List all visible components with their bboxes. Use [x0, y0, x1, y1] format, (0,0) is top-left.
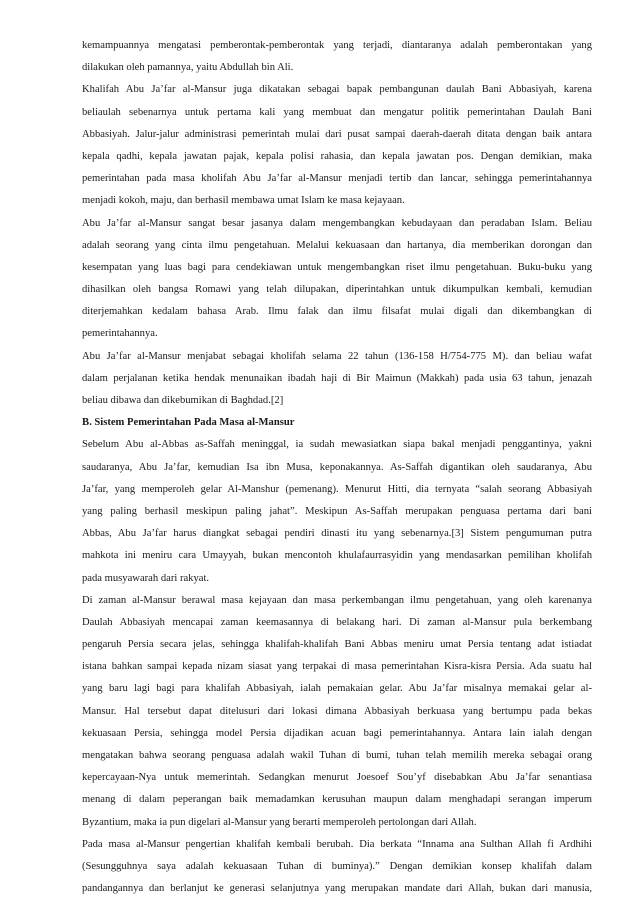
- text-line: Khalifah Abu Ja’far al-Mansur juga dikatakan sebagai bapak pembangunan daulah Bani Abbasiyah, karena: [82, 84, 592, 96]
- text-line: kepercayaan-Nya untuk memerintah. Sedangkan menurut Joesoef Sou’yf disebabkan Abu Ja’far senantiasa: [82, 772, 592, 784]
- text-line: saudaranya, Abu Ja’far, kemudian Isa ibn Musa, keponakannya. As-Saffah digantikan oleh saudaranya, Abu: [82, 461, 592, 473]
- text-line: adalah seorang yang cinta ilmu pengetahuan. Melalui kekuasaan dan hartanya, dia memberikan dorongan dan: [82, 239, 592, 251]
- text-line: dihasilkan oleh bangsa Romawi yang telah dilupakan, diperintahkan untuk dikumpulkan kembali, kemudian: [82, 284, 592, 296]
- text-line: kemampuannya mengatasi pemberontak-pemberontak yang terjadi, diantaranya adalah pemberontakan yang: [82, 40, 592, 51]
- text-line: pandangannya dan berlanjut ke generasi selanjutnya yang merupakan mandate dari Allah, bukan dari manusia,: [82, 883, 592, 895]
- text-line: istana bahkan sampai kepada nizam siasat yang terpakai di masa pemerintahan Kisra-kisra Persia. Ada suatu hal: [82, 661, 592, 673]
- text-line: pada musyawarah dari rakyat.: [82, 572, 210, 584]
- text-line: kekuasaan Persia, sehingga model Persia dijadikan acuan bagi pemerintahannya. Antara lain ialah dengan: [82, 727, 592, 739]
- text-line: Ja’far, yang memperoleh gelar Al-Manshur (pemenang). Menurut Hitti, dia ternyata “salah seorang Abbasiyah: [82, 483, 592, 495]
- text-line: Byzantium, maka ia pun digelari al-Mansur yang berarti memperoleh pertolongan dari Allah.: [82, 816, 477, 828]
- text-line: pemerintahan pada masa kholifah Abu Ja’far al-Mansur menjadi tertib dan lancar, sehingga pemerintahannya: [82, 173, 592, 185]
- text-line: yang baru lagi bagi para khalifah Abbasiyah, ialah pemakaian gelar. Abu Ja’far misalnya memakai gelar al-: [82, 683, 592, 695]
- text-line: Abbasiyah. Jalur-jalur administrasi pemerintah mulai dari pusat sampai daerah-daerah ditata dengan baik antara: [82, 128, 592, 140]
- text-line: mengatakan bahwa seorang penguasa adalah wakil Tuhan di bumi, tuhan telah memilih mereka sebagai orang: [82, 750, 592, 761]
- text-line: Abu Ja’far al-Mansur menjabat sebagai kholifah selama 22 tahun (136-158 H/754-775 M). dan beliau wafat: [82, 350, 592, 362]
- text-line: dalam perjalanan ketika hendak menunaikan ibadah haji di Bir Maimun (Makkah) pada usia 63 tahun, jenazah: [82, 372, 592, 384]
- text-line: kesempatan yang luas bagi para cendekiawan untuk mengembangkan riset ilmu pengetahuan. Buku-buku yang: [82, 261, 592, 273]
- text-line: Di zaman al-Mansur berawal masa kejayaan dan masa perkembangan ilmu pengetahuan, yang oleh karenanya: [82, 594, 592, 606]
- section-heading: B. Sistem Pemerintahan Pada Masa al-Mansur: [82, 417, 295, 429]
- text-line: (Sesungguhnya saya adalah kekuasaan Tuhan di buminya).” Dengan demikian konsep khalifah dalam: [82, 860, 592, 872]
- text-line: beliaulah sebenarnya untuk pertama kali yang membuat dan mengatur politik pemerintahan Daulah Bani: [82, 106, 592, 118]
- text-line: Mansur. Hal tersebut dapat ditelusuri dari lokasi dimana Abbasiyah berkuasa yang bertumpu pada bekas: [82, 705, 592, 717]
- text-line: yang paling berhasil meskipun paling jahat”. Meskipun As-Saffah merupakan penguasa pertama dari bani: [82, 505, 592, 517]
- text-line: dilakukan oleh pamannya, yaitu Abdullah bin Ali.: [82, 62, 294, 74]
- text-line: mahkota ini meniru cara Umayyah, bukan mencontoh khulafaurrasyidin yang mendasarkan pemilihan kholifah: [82, 550, 592, 562]
- text-line: Abbas, Abu Ja’far harus diangkat sebagai pendiri dinasti itu yang sebenarnya.[3] Sistem pengumuman putra: [82, 528, 592, 540]
- text-line: pemerintahannya.: [82, 328, 158, 340]
- text-line: Daulah Abbasiyah mencapai zaman keemasannya di belakang hari. Di zaman al-Mansur pula berkembang: [82, 616, 592, 628]
- document-page: [82, 35, 592, 900]
- text-line: menang di dalam peperangan baik memadamkan kerusuhan maupun dalam menghadapi serangan imperum: [82, 794, 592, 806]
- text-line: menjadi kokoh, maju, dan berhasil membawa umat Islam ke masa kejayaan.: [82, 195, 405, 207]
- text-line: Pada masa al-Mansur pengertian khalifah kembali berubah. Dia berkata “Innama ana Sulthan Allah fi Ardhihi: [82, 838, 592, 850]
- text-line: diterjemahkan kedalam bahasa Arab. Ilmu falak dan ilmu filsafat mulai digali dan dikembangkan di: [82, 306, 592, 318]
- text-line: beliau dibawa dan dikebumikan di Baghdad.[2]: [82, 395, 284, 406]
- text-line: pengaruh Persia secara jelas, sehingga khalifah-khalifah Bani Abbas meniru umat Persia tentang adat istiadat: [82, 639, 592, 651]
- text-line: Abu Ja’far al-Mansur sangat besar jasanya dalam mengembangkan kebudayaan dan peradaban Islam. Beliau: [82, 217, 592, 229]
- text-line: kepala qadhi, kepala jawatan pajak, kepala polisi rahasia, dan kepala jawatan pos. Dengan demikian, maka: [82, 150, 592, 162]
- text-line: Sebelum Abu al-Abbas as-Saffah meninggal, ia sudah mewasiatkan siapa bakal menjadi penggantinya, yakni: [82, 439, 592, 451]
